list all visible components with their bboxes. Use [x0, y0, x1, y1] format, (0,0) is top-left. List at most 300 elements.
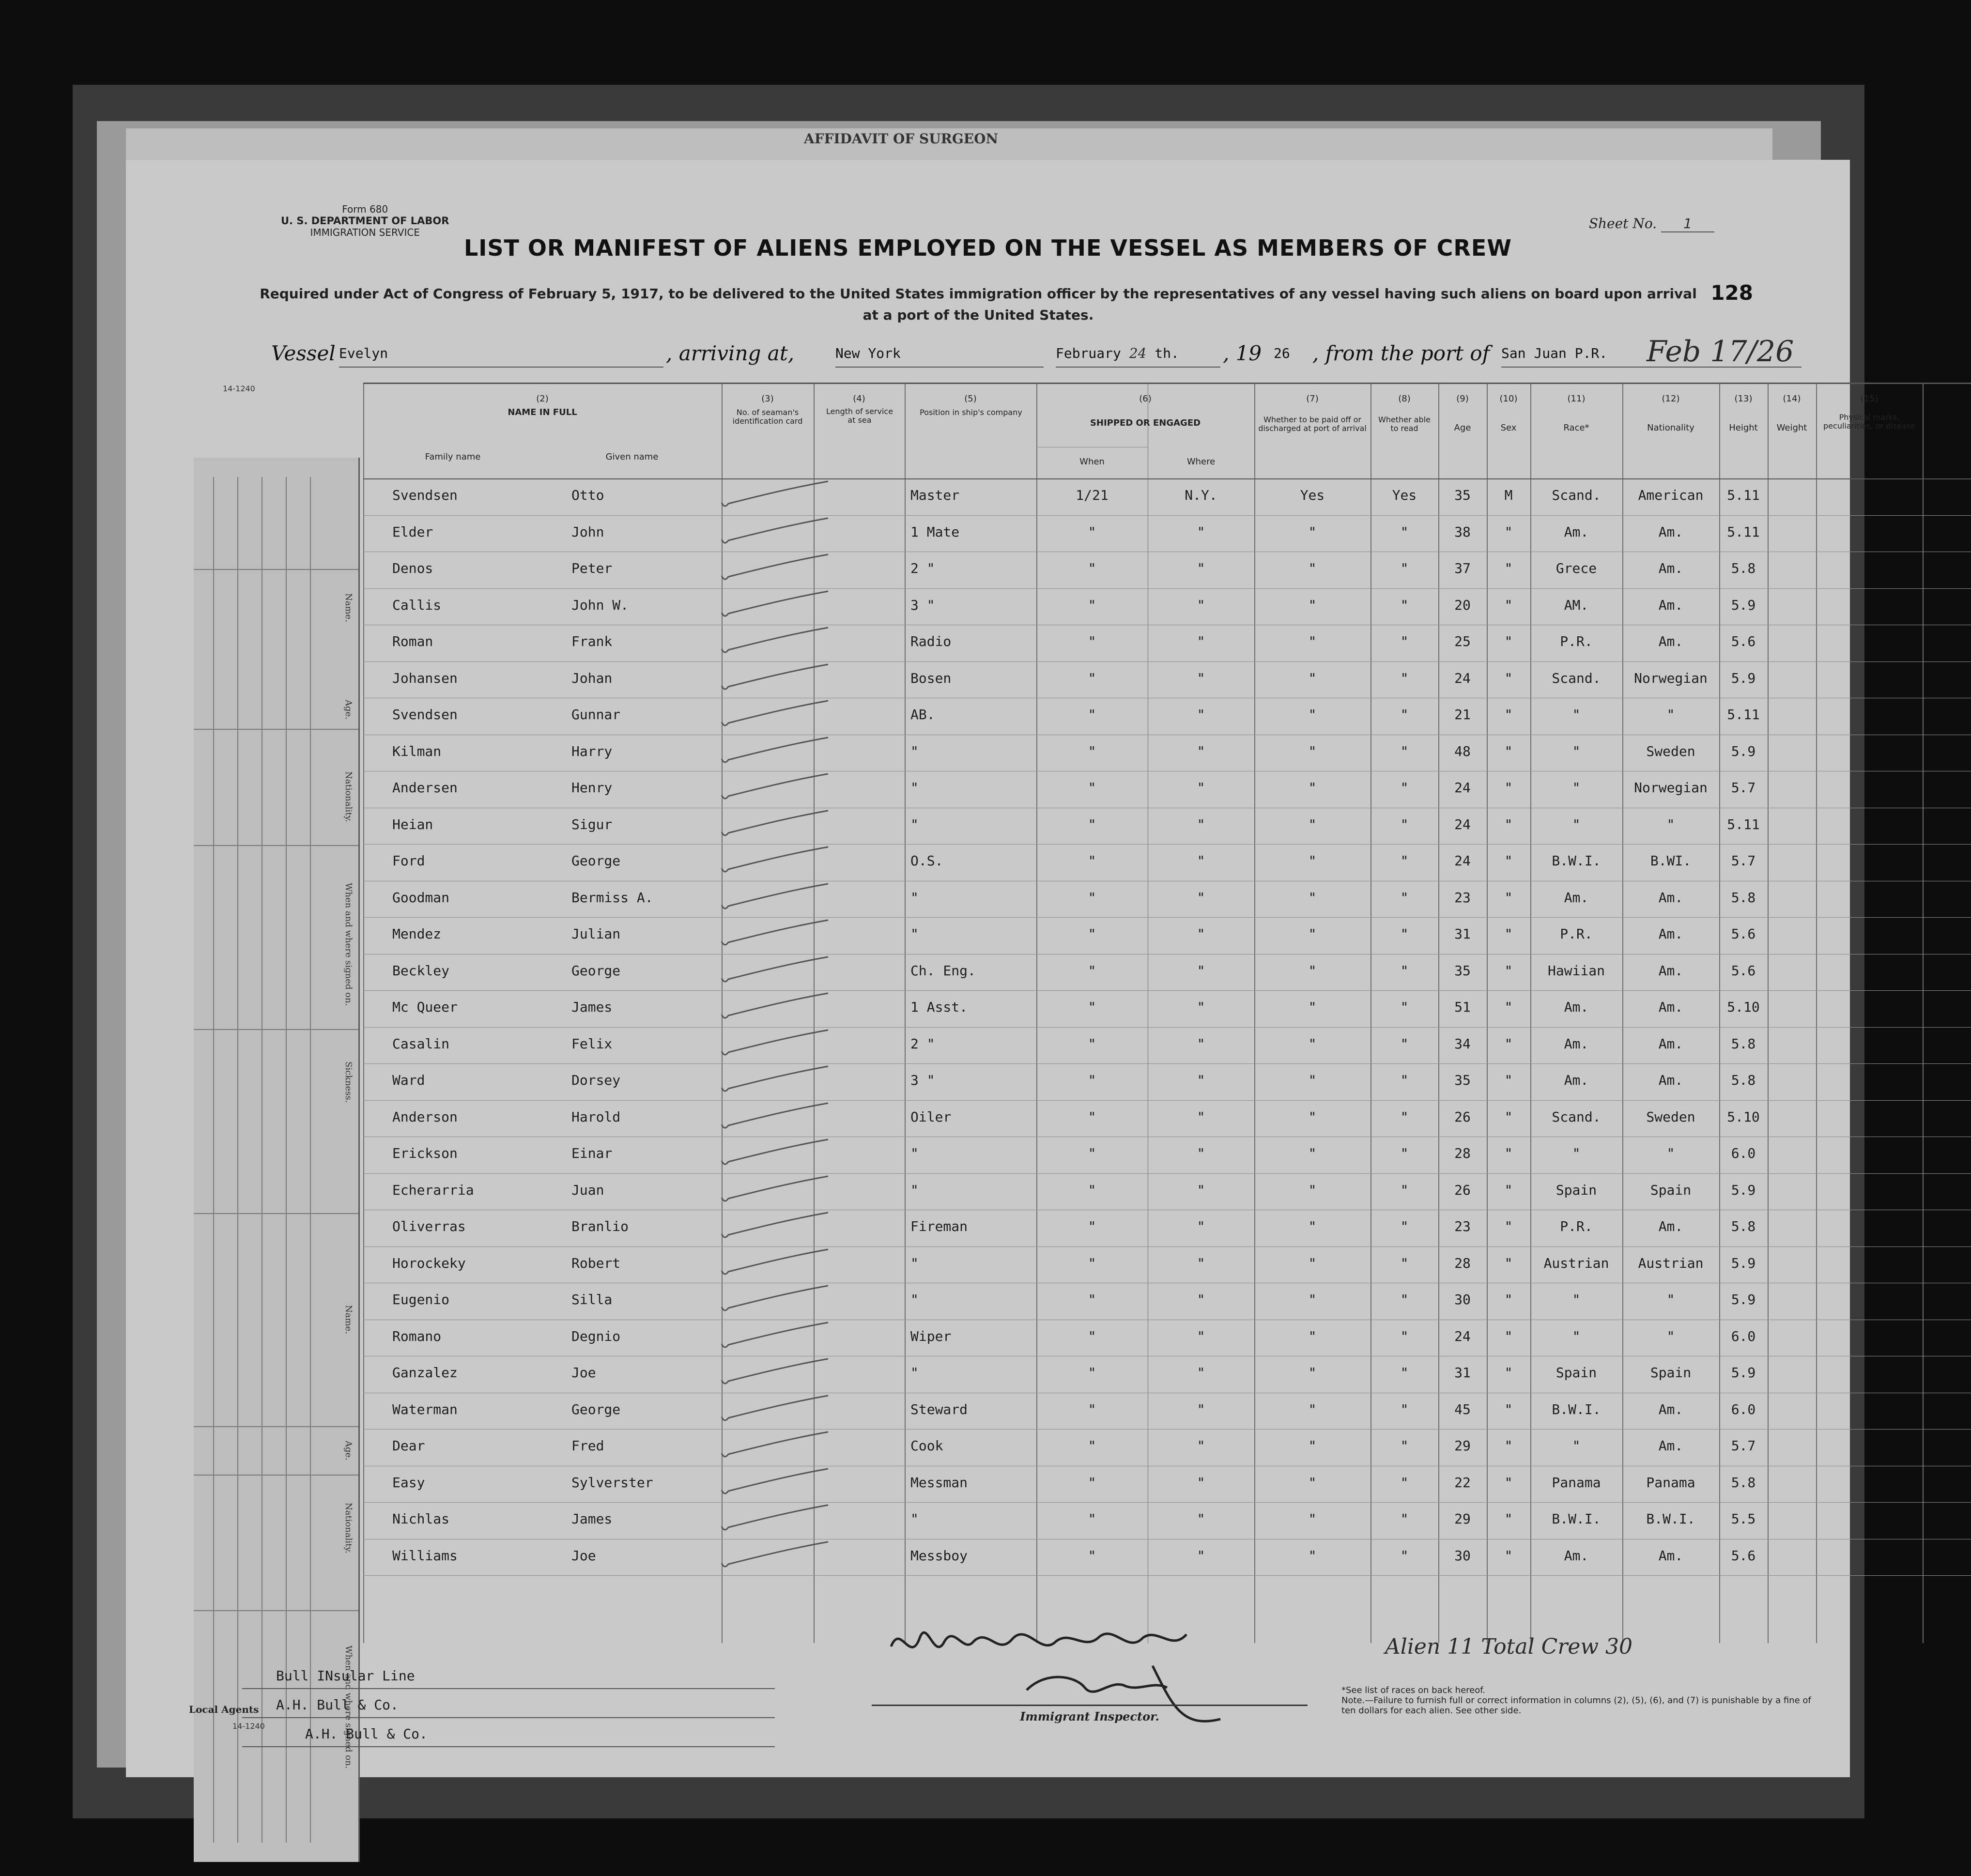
sex-cell: ": [1504, 1182, 1513, 1198]
able-to-read-cell: ": [1400, 1328, 1409, 1344]
able-to-read-cell: ": [1400, 999, 1409, 1015]
age-cell: 28: [1454, 1255, 1471, 1271]
height-cell: 5.6: [1731, 926, 1756, 942]
race-cell: Austrian: [1543, 1255, 1609, 1271]
age-cell: 26: [1454, 1182, 1471, 1198]
stub-divider: [194, 729, 358, 730]
shipped-where-cell: ": [1197, 1218, 1205, 1234]
able-to-read-cell: ": [1400, 1182, 1409, 1198]
given-name-cell: Einar: [571, 1145, 613, 1161]
check-mark-icon: [717, 1283, 833, 1320]
family-name-cell: Mendez: [392, 926, 442, 942]
arriving-port: New York: [835, 341, 1044, 368]
nationality-cell: ": [1666, 1145, 1675, 1161]
position-cell: Fireman: [910, 1218, 968, 1234]
paid-off-cell: ": [1308, 926, 1317, 942]
shipped-where-cell: ": [1197, 523, 1205, 540]
table-row: [363, 1393, 1971, 1430]
shipped-where-cell: ": [1197, 633, 1205, 649]
year-suffix: 26: [1274, 345, 1290, 361]
check-mark-icon: [717, 1539, 833, 1576]
sheet-number: [1589, 215, 1714, 232]
height-cell: 5.11: [1727, 707, 1760, 723]
age-cell: 24: [1454, 780, 1471, 796]
paid-off-cell: ": [1308, 816, 1317, 832]
check-mark-icon: [717, 661, 833, 698]
race-cell: Am.: [1564, 523, 1589, 540]
race-cell: P.R.: [1560, 926, 1593, 942]
sex-cell: ": [1504, 707, 1513, 723]
family-name-cell: Kilman: [392, 743, 442, 759]
check-mark-icon: [717, 1393, 833, 1430]
height-cell: 5.10: [1727, 1108, 1760, 1125]
position-cell: ": [910, 889, 919, 906]
race-cell: Scand.: [1552, 487, 1601, 503]
sex-cell: ": [1504, 780, 1513, 796]
arrival-day-suffix: th.: [1155, 345, 1179, 361]
height-cell: 5.9: [1731, 670, 1756, 686]
shipped-where-cell: ": [1197, 1072, 1205, 1088]
handwritten-date: Feb 17/26: [1647, 335, 1794, 369]
col-10-number: (10): [1499, 394, 1518, 404]
height-cell: 5.8: [1731, 560, 1756, 576]
races-note: *See list of races on back hereof.: [1341, 1685, 1485, 1695]
penalty-note: Note.—Failure to furnish full or correct information in columns (2), (5), (6), and (7) is punishable by a fine of ten dollars for each alien. See other side.: [1341, 1695, 1811, 1716]
shipped-when-cell: ": [1088, 1292, 1096, 1307]
check-mark-icon: [717, 771, 833, 808]
race-cell: Am.: [1564, 1035, 1589, 1052]
from-port: San Juan P.R.: [1501, 341, 1802, 368]
table-row: [363, 1173, 1971, 1210]
sex-cell: ": [1504, 523, 1513, 540]
page-subtitle: Required under Act of Congress of February 5, 1917, to be delivered to the United States immigration officer by the representatives of any vessel having such aliens on board upon arrival at a port of the United States.: [260, 286, 1697, 323]
check-mark-icon: [717, 625, 833, 661]
age-cell: 30: [1454, 1292, 1471, 1307]
height-cell: 5.8: [1731, 1474, 1756, 1491]
race-cell: AM.: [1564, 597, 1589, 613]
age-cell: 35: [1454, 962, 1471, 979]
nationality-cell: Am.: [1658, 1218, 1683, 1234]
shipped-where-cell: ": [1197, 1255, 1205, 1271]
check-mark-icon: [717, 917, 833, 954]
page-title: LIST OR MANIFEST OF ALIENS EMPLOYED ON THE VESSEL AS MEMBERS OF CREW: [463, 235, 1512, 261]
paid-off-cell: ": [1308, 1108, 1317, 1125]
position-cell: AB.: [910, 707, 935, 723]
col-6a-header: When: [1079, 457, 1105, 467]
family-name-cell: Ford: [392, 853, 425, 869]
sheet-label: Sheet No.: [1588, 215, 1657, 231]
row-rule: [363, 1575, 1971, 1576]
position-cell: 1 Asst.: [910, 999, 968, 1015]
race-cell: Am.: [1564, 1072, 1589, 1088]
col-5-number: (5): [964, 394, 977, 404]
race-cell: ": [1572, 1328, 1581, 1344]
family-name-cell: Dear: [392, 1438, 425, 1454]
position-cell: Steward: [910, 1401, 968, 1417]
col-3-header: No. of seaman's identification card: [732, 408, 803, 426]
agent-line: [242, 1661, 775, 1689]
shipped-where-cell: ": [1197, 962, 1205, 979]
nationality-cell: Am.: [1658, 926, 1683, 942]
given-name-cell: Dorsey: [571, 1072, 621, 1088]
race-cell: Am.: [1564, 889, 1589, 906]
race-cell: ": [1572, 1145, 1581, 1161]
family-name-cell: Denos: [392, 560, 433, 576]
shipped-where-cell: ": [1197, 1365, 1205, 1381]
position-cell: 2 ": [910, 1035, 935, 1052]
family-name-cell: Nichlas: [392, 1511, 450, 1527]
shipped-when-cell: ": [1088, 999, 1096, 1015]
stub-label-nationality2: Nationality.: [343, 1502, 354, 1553]
able-to-read-cell: ": [1400, 1292, 1409, 1307]
col-3-number: (3): [761, 394, 774, 404]
nationality-cell: Am.: [1658, 1035, 1683, 1052]
shipped-when-cell: ": [1088, 523, 1096, 540]
check-mark-icon: [717, 1356, 833, 1393]
height-cell: 5.8: [1731, 1072, 1756, 1088]
age-cell: 24: [1454, 670, 1471, 686]
family-name-cell: Goodman: [392, 889, 450, 906]
shipped-when-cell: ": [1088, 1401, 1096, 1417]
col-12-header: Nationality: [1647, 423, 1694, 433]
table-row: [363, 1283, 1971, 1320]
able-to-read-cell: ": [1400, 1035, 1409, 1052]
table-row: [363, 1027, 1971, 1064]
family-name-cell: Andersen: [392, 780, 458, 796]
stub-label-name: Name.: [343, 593, 354, 622]
sex-cell: ": [1504, 1547, 1513, 1564]
age-cell: 38: [1454, 523, 1471, 540]
nationality-cell: Am.: [1658, 1401, 1683, 1417]
form-header-block: [281, 203, 449, 238]
shipped-when-cell: ": [1088, 1511, 1096, 1527]
sex-cell: ": [1504, 670, 1513, 686]
agent-line-1: Bull INsular Line: [276, 1668, 415, 1684]
col-15-number: (15): [1860, 394, 1879, 404]
age-cell: 31: [1454, 926, 1471, 942]
table-row: [363, 1137, 1971, 1173]
position-cell: O.S.: [910, 853, 943, 869]
nationality-cell: Am.: [1658, 962, 1683, 979]
inspector-signature-text: Henry McLuick: [881, 1600, 942, 1610]
table-row: [363, 808, 1971, 845]
table-row: [363, 625, 1971, 661]
arrival-date: [1056, 341, 1220, 368]
position-cell: 1 Mate: [910, 523, 960, 540]
paid-off-cell: ": [1308, 1145, 1317, 1161]
family-name-cell: Svendsen: [392, 707, 458, 723]
nationality-cell: Am.: [1658, 999, 1683, 1015]
sex-cell: ": [1504, 1145, 1513, 1161]
sex-cell: ": [1504, 1328, 1513, 1344]
race-cell: Grece: [1555, 560, 1597, 576]
age-cell: 31: [1454, 1365, 1471, 1381]
race-cell: Hawiian: [1547, 962, 1605, 979]
agent-line: [242, 1719, 775, 1747]
paid-off-cell: ": [1308, 1182, 1317, 1198]
able-to-read-cell: ": [1400, 1145, 1409, 1161]
family-name-cell: Mc Queer: [392, 999, 458, 1015]
position-cell: Messman: [910, 1474, 968, 1491]
check-mark-icon: [717, 588, 833, 625]
given-name-cell: Henry: [571, 780, 613, 796]
given-name-cell: Felix: [571, 1035, 613, 1052]
able-to-read-cell: Yes: [1392, 487, 1417, 503]
nationality-cell: Spain: [1650, 1365, 1692, 1381]
nationality-cell: ": [1666, 1292, 1675, 1307]
family-name-cell: Williams: [392, 1547, 458, 1564]
shipped-where-cell: ": [1197, 1292, 1205, 1307]
race-cell: Am.: [1564, 1547, 1589, 1564]
nationality-cell: Austrian: [1638, 1255, 1704, 1271]
check-mark-icon: [717, 1137, 833, 1173]
vessel-label: Vessel: [271, 341, 336, 365]
nationality-cell: ": [1666, 1328, 1675, 1344]
position-cell: 3 ": [910, 1072, 935, 1088]
agent-line-2: A.H. Bull & Co.: [276, 1697, 399, 1713]
table-row: [363, 917, 1971, 954]
affidavit-title: AFFIDAVIT OF SURGEON: [804, 131, 999, 147]
paid-off-cell: ": [1308, 1292, 1317, 1307]
age-cell: 29: [1454, 1511, 1471, 1527]
paid-off-cell: ": [1308, 1035, 1317, 1052]
family-name-cell: Johansen: [392, 670, 458, 686]
paid-off-cell: ": [1308, 1438, 1317, 1454]
stub-divider: [194, 845, 358, 846]
paid-off-cell: ": [1308, 670, 1317, 686]
table-row: [363, 661, 1971, 698]
race-cell: Scand.: [1552, 1108, 1601, 1125]
shipped-where-cell: ": [1197, 999, 1205, 1015]
shipped-where-cell: ": [1197, 1145, 1205, 1161]
position-cell: ": [910, 780, 919, 796]
handwritten-total-note: Alien 11 Total Crew 30: [1385, 1634, 1633, 1659]
given-name-cell: Degnio: [571, 1328, 621, 1344]
table-row: [363, 1502, 1971, 1539]
table-row: [363, 735, 1971, 771]
paid-off-cell: ": [1308, 962, 1317, 979]
shipped-where-cell: ": [1197, 1401, 1205, 1417]
able-to-read-cell: ": [1400, 853, 1409, 869]
table-row: [363, 1539, 1971, 1576]
race-cell: ": [1572, 743, 1581, 759]
height-cell: 5.8: [1731, 1218, 1756, 1234]
stub-label-name2: Name.: [343, 1305, 354, 1334]
position-cell: ": [910, 1365, 919, 1381]
col-4-header: Length of service at sea: [826, 407, 893, 425]
check-mark-icon: [717, 954, 833, 991]
able-to-read-cell: ": [1400, 962, 1409, 979]
sex-cell: ": [1504, 1365, 1513, 1381]
age-cell: 45: [1454, 1401, 1471, 1417]
agent-line: [242, 1690, 775, 1718]
race-cell: ": [1572, 707, 1581, 723]
shipped-where-cell: ": [1197, 1511, 1205, 1527]
shipped-when-cell: ": [1088, 1182, 1096, 1198]
check-mark-icon: [717, 735, 833, 771]
check-mark-icon: [717, 1246, 833, 1283]
age-cell: 35: [1454, 487, 1471, 503]
family-name-cell: Romano: [392, 1328, 442, 1344]
position-cell: Cook: [910, 1438, 943, 1454]
shipped-where-cell: ": [1197, 1328, 1205, 1344]
nationality-cell: B.W.I.: [1646, 1511, 1695, 1527]
arrival-day: 24: [1129, 345, 1147, 361]
vessel-name: Evelyn: [339, 341, 663, 368]
shipped-when-cell: ": [1088, 816, 1096, 832]
table-row: [363, 552, 1971, 588]
able-to-read-cell: ": [1400, 1401, 1409, 1417]
stub-label-age: Age.: [343, 699, 354, 720]
given-name-cell: Harry: [571, 743, 613, 759]
inspector-label: Immigrant Inspector.: [1020, 1709, 1159, 1723]
position-cell: ": [910, 926, 919, 942]
col-6-header: SHIPPED OR ENGAGED: [1090, 418, 1201, 428]
position-cell: 3 ": [910, 597, 935, 613]
table-row: [363, 1246, 1971, 1283]
height-cell: 5.9: [1731, 1365, 1756, 1381]
given-name-cell: Gunnar: [571, 707, 621, 723]
sex-cell: ": [1504, 889, 1513, 906]
shipped-when-cell: ": [1088, 926, 1096, 942]
position-cell: Master: [910, 487, 960, 503]
arriving-label: , arriving at,: [666, 341, 795, 365]
table-row: [363, 588, 1971, 625]
nationality-cell: Sweden: [1646, 1108, 1695, 1125]
col-14-number: (14): [1783, 394, 1801, 404]
able-to-read-cell: ": [1400, 926, 1409, 942]
race-cell: P.R.: [1560, 1218, 1593, 1234]
shipped-when-cell: ": [1088, 743, 1096, 759]
table-row: [363, 771, 1971, 808]
paid-off-cell: ": [1308, 889, 1317, 906]
nationality-cell: Am.: [1658, 1438, 1683, 1454]
paid-off-cell: ": [1308, 743, 1317, 759]
paid-off-cell: ": [1308, 1072, 1317, 1088]
shipped-when-cell: ": [1088, 1218, 1096, 1234]
given-name-cell: Otto: [571, 487, 604, 503]
col-12-number: (12): [1662, 394, 1680, 404]
family-name-cell: Casalin: [392, 1035, 450, 1052]
age-cell: 24: [1454, 1328, 1471, 1344]
given-name-cell: Silla: [571, 1292, 613, 1307]
paid-off-cell: ": [1308, 1255, 1317, 1271]
height-cell: 5.9: [1731, 1182, 1756, 1198]
position-cell: Bosen: [910, 670, 952, 686]
race-cell: B.W.I.: [1552, 1401, 1601, 1417]
able-to-read-cell: ": [1400, 1547, 1409, 1564]
shipped-when-cell: ": [1088, 853, 1096, 869]
sex-cell: ": [1504, 743, 1513, 759]
given-name-cell: George: [571, 1401, 621, 1417]
able-to-read-cell: ": [1400, 1365, 1409, 1381]
check-mark-icon: [717, 881, 833, 918]
height-cell: 5.8: [1731, 1035, 1756, 1052]
shipped-where-cell: ": [1197, 889, 1205, 906]
table-row: [363, 954, 1971, 991]
shipped-where-cell: N.Y.: [1185, 487, 1217, 503]
position-cell: Radio: [910, 633, 952, 649]
sex-cell: ": [1504, 1072, 1513, 1088]
col-8-header: Whether able to read: [1378, 415, 1431, 433]
shipped-when-cell: ": [1088, 597, 1096, 613]
nationality-cell: Norwegian: [1634, 780, 1708, 796]
col-2b-header: Given name: [605, 452, 659, 462]
able-to-read-cell: ": [1400, 707, 1409, 723]
shipped-when-cell: ": [1088, 1438, 1096, 1454]
race-cell: Scand.: [1552, 670, 1601, 686]
height-cell: 5.6: [1731, 1547, 1756, 1564]
given-name-cell: Peter: [571, 560, 613, 576]
paid-off-cell: ": [1308, 633, 1317, 649]
age-cell: 37: [1454, 560, 1471, 576]
given-name-cell: Frank: [571, 633, 613, 649]
paid-off-cell: Yes: [1300, 487, 1325, 503]
col-9-header: Age: [1454, 423, 1471, 433]
check-mark-icon: [717, 844, 833, 881]
height-cell: 5.9: [1731, 1255, 1756, 1271]
able-to-read-cell: ": [1400, 1474, 1409, 1491]
able-to-read-cell: ": [1400, 1438, 1409, 1454]
check-mark-icon: [717, 552, 833, 588]
stub-divider: [194, 569, 358, 570]
able-to-read-cell: ": [1400, 1108, 1409, 1125]
shipped-where-cell: ": [1197, 1108, 1205, 1125]
position-cell: ": [910, 1255, 919, 1271]
table-row: [363, 1466, 1971, 1503]
race-cell: ": [1572, 1292, 1581, 1307]
given-name-cell: Branlio: [571, 1218, 629, 1234]
family-name-cell: Elder: [392, 523, 433, 540]
table-row: [363, 698, 1971, 735]
shipped-when-cell: ": [1088, 1145, 1096, 1161]
col-13-header: Height: [1729, 423, 1758, 433]
able-to-read-cell: ": [1400, 816, 1409, 832]
local-agents-label: Local Agents: [189, 1704, 259, 1715]
given-name-cell: George: [571, 962, 621, 979]
col-6-number: (6): [1139, 394, 1152, 404]
able-to-read-cell: ": [1400, 597, 1409, 613]
height-cell: 5.9: [1731, 597, 1756, 613]
check-mark-icon: [717, 1027, 833, 1064]
height-cell: 5.11: [1727, 816, 1760, 832]
table-row: [363, 478, 1971, 515]
paid-off-cell: ": [1308, 780, 1317, 796]
shipped-when-cell: ": [1088, 1365, 1096, 1381]
sex-cell: ": [1504, 1255, 1513, 1271]
col-10-header: Sex: [1500, 423, 1517, 433]
stub-label-nationality: Nationality.: [343, 771, 354, 822]
col-9-number: (9): [1456, 394, 1469, 404]
family-name-cell: Svendsen: [392, 487, 458, 503]
stub-label-age2: Age.: [343, 1440, 354, 1461]
shipped-when-cell: ": [1088, 560, 1096, 576]
shipped-when-cell: ": [1088, 962, 1096, 979]
table-row: [363, 1210, 1971, 1246]
given-name-cell: James: [571, 1511, 613, 1527]
family-name-cell: Waterman: [392, 1401, 458, 1417]
family-name-cell: Roman: [392, 633, 433, 649]
table-row: [363, 1429, 1971, 1466]
shipped-when-cell: ": [1088, 670, 1096, 686]
given-name-cell: Sylverster: [571, 1474, 653, 1491]
form-code-top: 14-1240: [223, 384, 255, 393]
height-cell: 5.9: [1731, 1292, 1756, 1307]
family-name-cell: Ward: [392, 1072, 425, 1088]
height-cell: 6.0: [1731, 1401, 1756, 1417]
given-name-cell: Bermiss A.: [571, 889, 653, 906]
sex-cell: ": [1504, 999, 1513, 1015]
